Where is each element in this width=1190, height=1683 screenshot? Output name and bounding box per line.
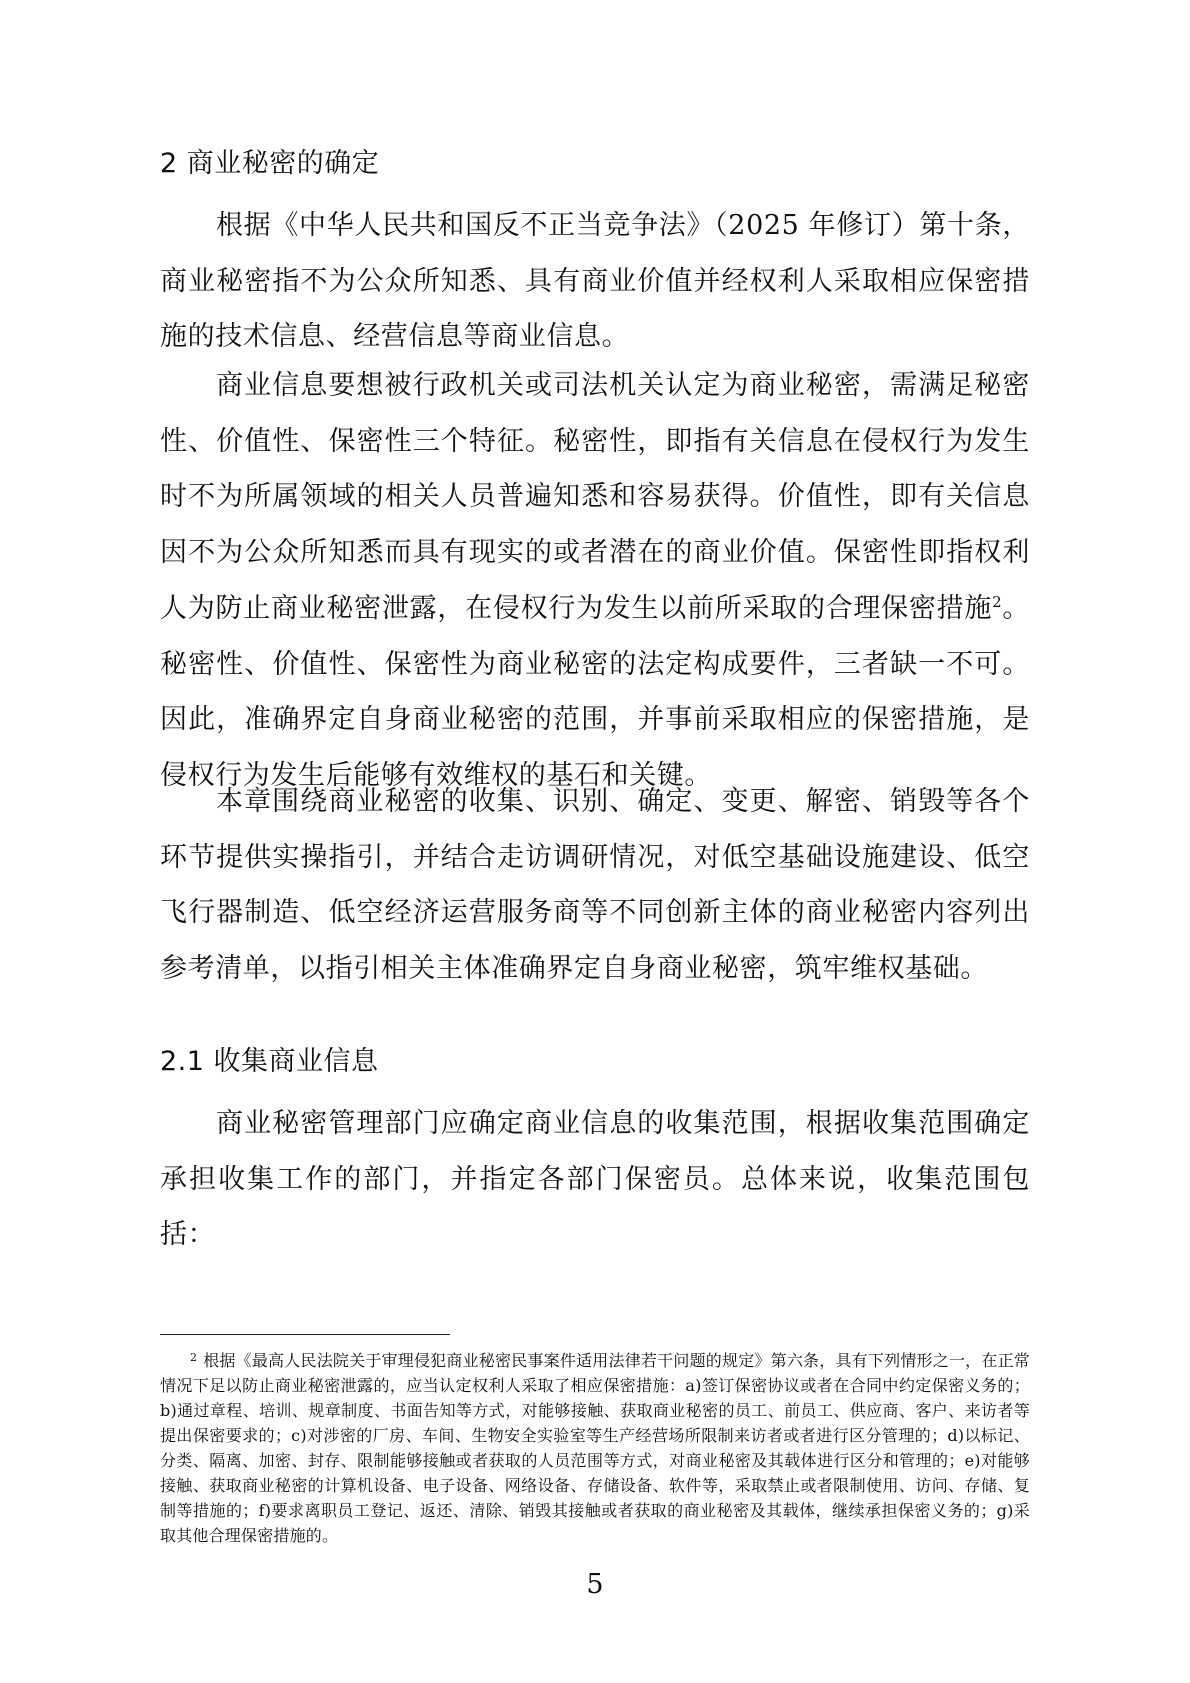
paragraph-definition: 根据《中华人民共和国反不正当竞争法》（2025 年修订）第十条，商业秘密指不为公众所知悉、具有商业价值并经权利人采取相应保密措施的技术信息、经营信息等商业信息。 bbox=[160, 210, 1030, 353]
footnote-reference[interactable]: 2 bbox=[992, 592, 1003, 611]
page-number: 5 bbox=[586, 1569, 604, 1600]
paragraph-characteristics bbox=[160, 358, 1030, 804]
document-page bbox=[160, 0, 1030, 1683]
paragraph-collection-scope: 商业秘密管理部门应确定商业信息的收集范围，根据收集范围确定承担收集工作的部门，并指定各部门保密员。总体来说，收集范围包括： bbox=[160, 1108, 1030, 1251]
paragraph-characteristics-part1: 商业信息要想被行政机关或司法机关认定为商业秘密，需满足秘密性、价值性、保密性三个特征。秘密性，即指有关信息在侵权行为发生时不为所属领域的相关人员普遍知悉和容易获得。价值性，即有关信息因不为公众所知悉而具有现实的或者潜在的商业价值。保密性即指权利人为防止商业秘密泄露，在侵权行为发生以前所采取的合理保密措施 bbox=[160, 370, 1030, 624]
footnote bbox=[160, 1348, 1030, 1548]
paragraph-chapter-overview: 本章围绕商业秘密的收集、识别、确定、变更、解密、销毁等各个环节提供实操指引，并结合走访调研情况，对低空基础设施建设、低空飞行器制造、低空经济运营服务商等不同创新主体的商业秘密内容列出参考清单，以指引相关主体准确界定自身商业秘密，筑牢维权基础。 bbox=[160, 786, 1030, 985]
subsection-heading: 2.1 收集商业信息 bbox=[160, 1046, 379, 1077]
section-heading: 2 商业秘密的确定 bbox=[160, 148, 380, 179]
footnote-divider bbox=[160, 1334, 450, 1335]
footnote-marker: 2 bbox=[190, 1351, 198, 1364]
footnote-text: 根据《最高人民法院关于审理侵犯商业秘密民事案件适用法律若干问题的规定》第六条，具有下列情形之一，在正常情况下足以防止商业秘密泄露的，应当认定权利人采取了相应保密措施：a)签订保密协议或者在合同中约定保密义务的；b)通过章程、培训、规章制度、书面告知等方式，对能够接触、获取商业秘密的员工、前员工、供应商、客户、来访者等提出保密要求的；c)对涉密的厂房、车间、生物安全实验室等生产经营场所限制来访者或者进行区分管理的；d)以标记、分类、隔离、加密、封存、限制能够接触或者获取的人员范围等方式，对商业秘密及其载体进行区分和管理的；e)对能够接触、获取商业秘密的计算机设备、电子设备、网络设备、存储设备、软件等，采取禁止或者限制使用、访问、存储、复制等措施的；f)要求离职员工登记、返还、清除、销毁其接触或者获取的商业秘密及其载体，继续承担保密义务的；g)采取其他合理保密措施的。 bbox=[160, 1351, 1030, 1545]
paragraph-characteristics-part2: 。秘密性、价值性、保密性为商业秘密的法定构成要件，三者缺一不可。因此，准确界定自身商业秘密的范围，并事前采取相应的保密措施，是侵权行为发生后能够有效维权的基石和关键。 bbox=[160, 592, 1031, 791]
